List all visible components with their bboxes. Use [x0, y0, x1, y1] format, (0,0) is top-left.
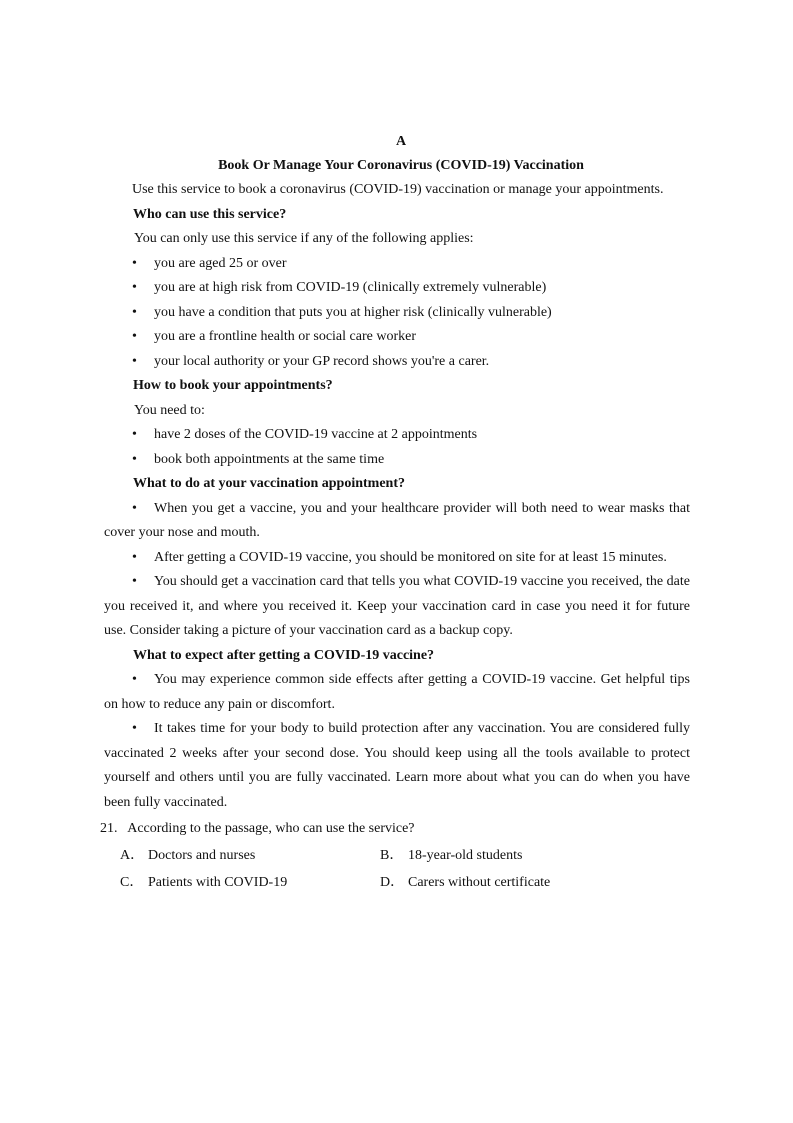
bullet-icon: •	[132, 427, 137, 442]
question-21	[100, 815, 690, 842]
option-letter: B．	[380, 848, 404, 863]
list-item	[104, 570, 690, 644]
option-letter: C．	[120, 875, 144, 890]
bullet-icon: •	[132, 304, 137, 320]
expect-heading: What to expect after getting a COVID-19 vaccine?	[133, 647, 435, 663]
question-number: 21.	[100, 821, 118, 836]
list-item	[104, 252, 690, 277]
list-item	[104, 497, 690, 546]
option-letter: A．	[120, 848, 145, 863]
intro-paragraph: Use this service to book a coronavirus (COVID-19) vaccination or manage your appointments.	[132, 182, 664, 197]
list-item	[104, 668, 690, 717]
list-item-text: It takes time for your body to build protection after any vaccination. You are considered fully vaccinated 2 weeks after your second dose. You should keep using all the tools available to protect yourself and others until you are fully vaccinated. Learn more about what you can do when you have been fully vaccinated.	[104, 721, 690, 810]
bullet-icon: •	[132, 451, 137, 467]
option-text: Carers without certificate	[408, 875, 551, 890]
list-item	[104, 325, 690, 350]
bullet-icon: •	[132, 549, 137, 565]
option-c[interactable]	[120, 869, 380, 896]
answer-options	[104, 842, 690, 896]
option-d[interactable]	[380, 869, 640, 896]
passage-title: Book Or Manage Your Coronavirus (COVID-19) Vaccination	[218, 158, 584, 173]
list-item	[104, 448, 690, 473]
option-a[interactable]	[120, 842, 380, 869]
section-letter: A	[395, 134, 407, 149]
list-item	[104, 423, 690, 448]
bullet-icon: •	[132, 353, 137, 369]
how-lead: You need to:	[134, 402, 205, 418]
bullet-icon: •	[132, 574, 137, 589]
list-item-text: have 2 doses of the COVID-19 vaccine at 2 appointments	[154, 427, 478, 442]
list-item	[104, 276, 690, 301]
bullet-icon: •	[132, 721, 137, 736]
bullet-icon: •	[132, 329, 137, 344]
bullet-icon: •	[132, 672, 137, 687]
list-item-text: you are at high risk from COVID-19 (clinically extremely vulnerable)	[154, 280, 547, 295]
list-item-text: After getting a COVID-19 vaccine, you should be monitored on site for at least 15 minutes.	[154, 549, 667, 565]
bullet-icon: •	[132, 255, 137, 271]
list-item-text: When you get a vaccine, you and your healthcare provider will both need to wear masks that cover your nose and mouth.	[104, 500, 690, 540]
list-item-text: you are a frontline health or social care worker	[154, 329, 416, 344]
list-item	[104, 350, 690, 375]
option-text: 18-year-old students	[408, 848, 523, 863]
list-item-text: You should get a vaccination card that tells you what COVID-19 vaccine you received, the date you received it, and where you received it. Keep your vaccination card in case you need it for future use. Consider taking a picture of your vaccination card as a backup copy.	[104, 574, 690, 638]
list-item	[104, 301, 690, 326]
list-item-text: your local authority or your GP record shows you're a carer.	[154, 353, 490, 369]
list-item	[104, 546, 690, 571]
bullet-icon: •	[132, 280, 137, 295]
list-item-text: you are aged 25 or over	[154, 255, 287, 271]
question-text: According to the passage, who can use the service?	[127, 821, 415, 836]
who-heading: Who can use this service?	[133, 206, 287, 222]
how-heading: How to book your appointments?	[133, 378, 333, 393]
what-do-heading: What to do at your vaccination appointment?	[133, 476, 405, 491]
list-item	[104, 717, 690, 815]
bullet-icon: •	[132, 500, 137, 516]
option-text: Patients with COVID-19	[148, 875, 288, 890]
option-b[interactable]	[380, 842, 640, 869]
option-letter: D．	[380, 875, 405, 890]
list-item-text: You may experience common side effects after getting a COVID-19 vaccine. Get helpful tips on how to reduce any pain or discomfort.	[104, 672, 690, 712]
who-lead: You can only use this service if any of the following applies:	[134, 231, 474, 246]
list-item-text: book both appointments at the same time	[154, 451, 385, 467]
document-page	[100, 130, 690, 896]
option-text: Doctors and nurses	[148, 848, 256, 863]
list-item-text: you have a condition that puts you at higher risk (clinically vulnerable)	[154, 304, 552, 320]
